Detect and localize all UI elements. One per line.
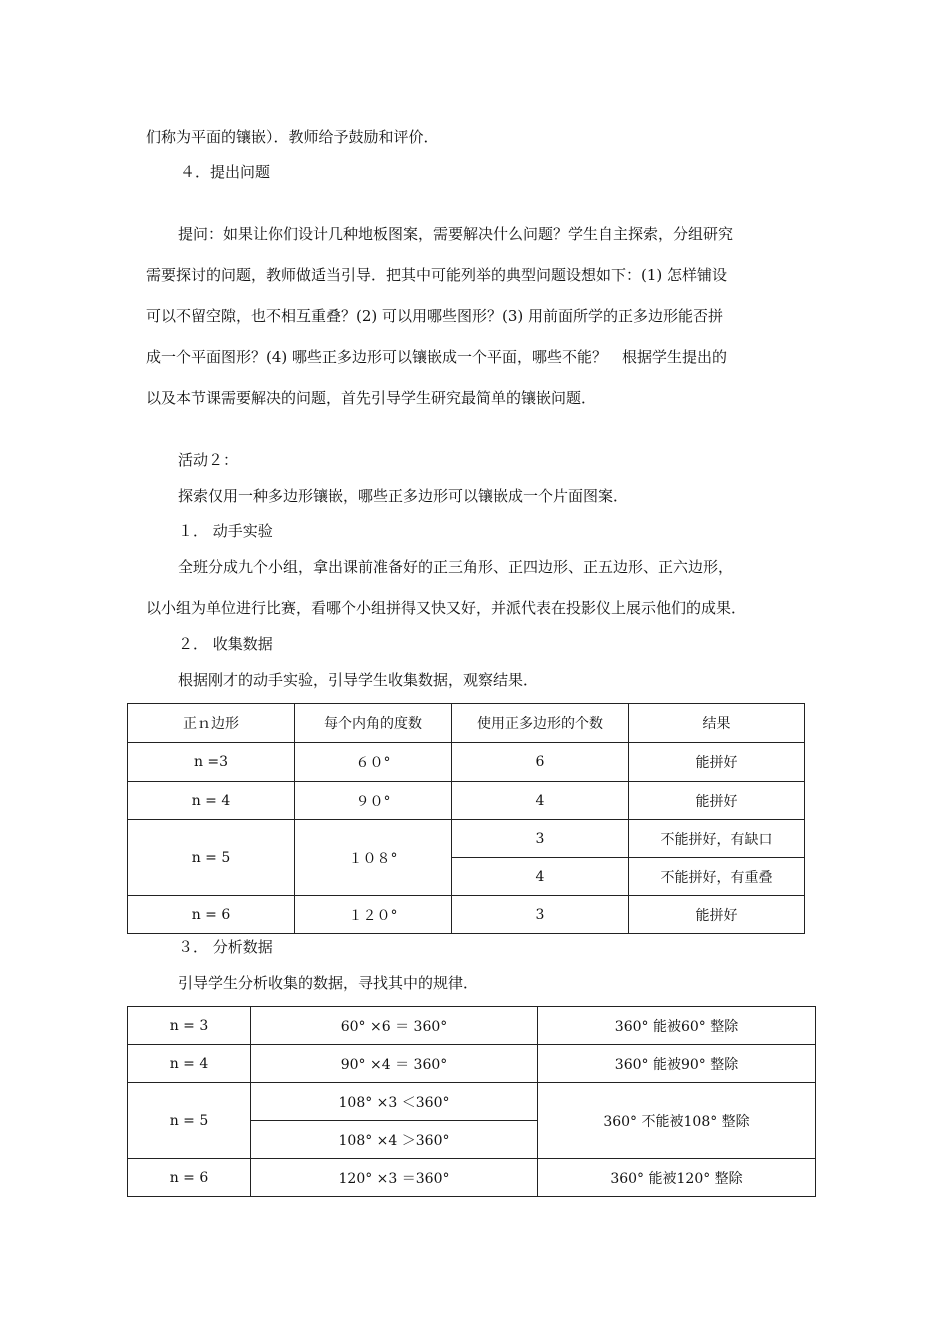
table-row (128, 1007, 816, 1045)
question-line-3: 可以不留空隙，也不相互重叠？(2) 可以用哪些图形？(3) 用前面所学的正多边形能否拼 (146, 307, 724, 325)
question-line-2: 需要探讨的问题，教师做适当引导．把其中可能列举的典型问题设想如下：(1) 怎样铺设 (146, 266, 728, 284)
table2-cell-conclusion: 360° 不能被108° 整除 (538, 1083, 816, 1159)
table2-cell-calc: 90° ×4 ＝ 360° (251, 1045, 538, 1083)
table-row (128, 1159, 816, 1197)
table2-cell-conclusion: 360° 能被120° 整除 (538, 1159, 816, 1197)
table-row (128, 1083, 816, 1121)
section-3-heading: ３． 分析数据 (178, 938, 273, 956)
table1-cell-count: 4 (452, 782, 629, 820)
table1-cell-angle: １０８° (295, 820, 452, 896)
table1-cell-count: 4 (452, 858, 629, 896)
table1-header-n: 正ｎ边形 (128, 704, 295, 743)
table2-cell-calc: 120° ×3 ＝360° (251, 1159, 538, 1197)
data-table-1 (127, 703, 805, 934)
question-line-5: 以及本节课需要解决的问题，首先引导学生研究最简单的镶嵌问题． (146, 389, 597, 407)
heading-4: ４．提出问题 (180, 163, 271, 181)
table1-header-row (128, 704, 805, 743)
table-row (128, 782, 805, 820)
table1-cell-n: n = 5 (128, 820, 295, 896)
table2-cell-calc: 108° ×4 ＞360° (251, 1121, 538, 1159)
section-1-heading: １． 动手实验 (178, 522, 273, 540)
table-row (128, 896, 805, 934)
table1-cell-angle: ９０° (295, 782, 452, 820)
table2-cell-n: n = 4 (128, 1045, 251, 1083)
table1-header-result: 结果 (629, 704, 805, 743)
table2-cell-conclusion: 360° 能被90° 整除 (538, 1045, 816, 1083)
collect-text: 根据刚才的动手实验，引导学生收集数据，观察结果． (178, 671, 539, 689)
text-line-p1: 们称为平面的镶嵌）．教师给予鼓励和评价． (146, 128, 439, 146)
table2-cell-conclusion: 360° 能被60° 整除 (538, 1007, 816, 1045)
table-row (128, 820, 805, 858)
experiment-line-2: 以小组为单位进行比赛，看哪个小组拼得又快又好，并派代表在投影仪上展示他们的成果． (146, 599, 747, 617)
experiment-line-1: 全班分成九个小组，拿出课前准备好的正三角形、正四边形、正五边形、正六边形， (178, 558, 734, 576)
table1-cell-angle: ６０° (295, 743, 452, 782)
table2-cell-calc: 60° ×6 ＝ 360° (251, 1007, 538, 1045)
table1-cell-result: 不能拼好，有重叠 (629, 858, 805, 896)
table2-cell-n: n = 3 (128, 1007, 251, 1045)
table1-cell-angle: １２０° (295, 896, 452, 934)
table1-cell-result: 不能拼好，有缺口 (629, 820, 805, 858)
table1-cell-result: 能拼好 (629, 782, 805, 820)
table1-cell-n: n = 6 (128, 896, 295, 934)
question-line-1: 提问：如果让你们设计几种地板图案，需要解决什么问题？学生自主探索，分组研究 (178, 225, 734, 243)
table1-cell-count: 3 (452, 896, 629, 934)
question-line-4: 成一个平面图形？(4) 哪些正多边形可以镶嵌成一个平面，哪些不能？ 根据学生提出的 (146, 348, 728, 366)
table1-cell-result: 能拼好 (629, 743, 805, 782)
table1-cell-result: 能拼好 (629, 896, 805, 934)
table2-cell-n: n = 5 (128, 1083, 251, 1159)
table2-cell-calc: 108° ×3 ＜360° (251, 1083, 538, 1121)
table2-cell-n: n = 6 (128, 1159, 251, 1197)
analyze-text: 引导学生分析收集的数据，寻找其中的规律． (178, 974, 479, 992)
section-2-heading: ２． 收集数据 (178, 635, 273, 653)
table1-cell-count: 3 (452, 820, 629, 858)
table-row (128, 743, 805, 782)
data-table-2 (127, 1006, 816, 1197)
activity-2-label: 活动２： (178, 451, 239, 469)
table-row (128, 1045, 816, 1083)
table1-header-angle: 每个内角的度数 (295, 704, 452, 743)
table1-header-count: 使用正多边形的个数 (452, 704, 629, 743)
table1-cell-n: n = 4 (128, 782, 295, 820)
table1-cell-count: 6 (452, 743, 629, 782)
explore-text: 探索仅用一种多边形镶嵌，哪些正多边形可以镶嵌成一个片面图案． (178, 487, 629, 505)
table1-cell-n: n =3 (128, 743, 295, 782)
